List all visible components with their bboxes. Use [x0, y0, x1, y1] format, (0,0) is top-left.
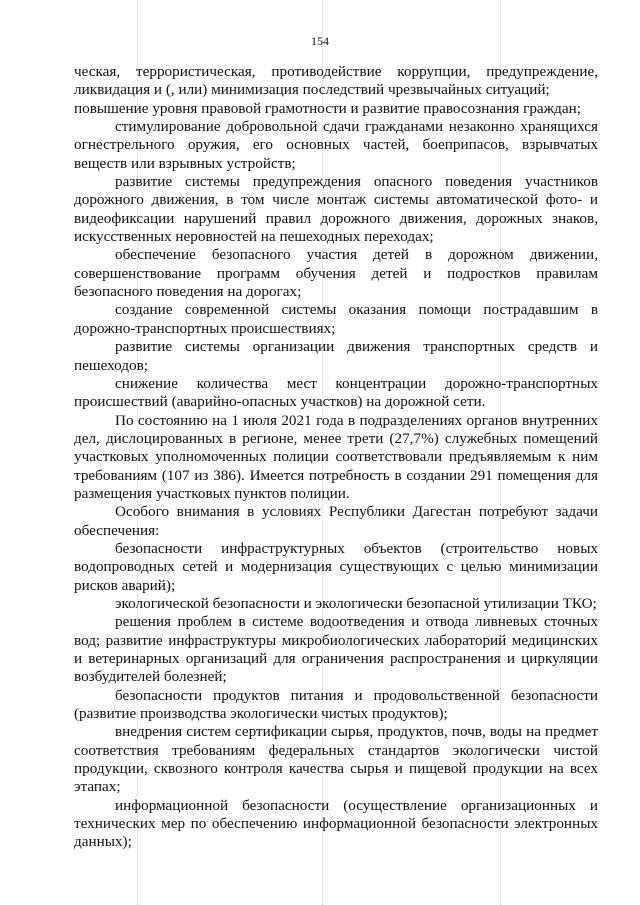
paragraph: внедрения систем сертификации сырья, продуктов, почв, воды на предмет соответствия требованиям федеральных стандартов экологически чистой продукции, сквозного контроля качества сырья и пищевой продукции на всех этапах;: [74, 723, 598, 796]
document-body: [74, 63, 598, 852]
paragraph: развитие системы предупреждения опасного поведения участников дорожного движения, в том числе монтаж системы автоматической фото- и видеофиксации нарушений правил дорожного движения, дорожных знаков, искусственных неровностей на пешеходных переходах;: [74, 173, 598, 246]
paragraph: развитие системы организации движения транспортных средств и пешеходов;: [74, 338, 598, 374]
paragraph: Особого внимания в условиях Республики Дагестан потребуют задачи обеспечения:: [74, 503, 598, 539]
paragraph: экологической безопасности и экологически безопасной утилизации ТКО;: [115, 594, 597, 612]
page-number: 154: [311, 34, 329, 48]
paragraph: стимулирование добровольной сдачи гражданами незаконно хранящихся огнестрельного оружия, его основных частей, боеприпасов, взрывчатых веществ или взрывных устройств;: [74, 118, 598, 172]
paragraph: снижение количества мест концентрации дорожно-транспортных происшествий (аварийно-опасных участков) на дорожной сети.: [74, 374, 598, 411]
paragraph: обеспечение безопасного участия детей в дорожном движении, совершенствование программ обучения детей и подростков правилам безопасного поведения на дорогах;: [74, 246, 598, 301]
paragraph: безопасности инфраструктурных объектов (строительство новых водопроводных сетей и модернизация существующих с целью минимизации рисков аварий);: [74, 539, 598, 594]
paragraph: создание современной системы оказания помощи пострадавшим в дорожно-транспортных происшествиях;: [74, 301, 598, 337]
paragraph: безопасности продуктов питания и продовольственной безопасности (развитие производства экологически чистых продуктов);: [74, 686, 598, 723]
paragraph: решения проблем в системе водоотведения и отвода ливневых сточных вод; развитие инфраструктуры микробиологических лабораторий медицинских и ветеринарных организаций для ограничения распространения и циркуляции возбудителей болезней;: [74, 613, 598, 686]
paragraph: ческая, террористическая, противодействие коррупции, предупреждение, ликвидация и (, или) минимизация последствий чрезвычайных ситуаций;: [74, 63, 598, 99]
paragraph: повышение уровня правовой грамотности и развитие правосознания граждан;: [74, 99, 581, 117]
paragraph: информационной безопасности (осуществление организационных и технических мер по обеспечению информационной безопасности электронных данных);: [74, 796, 598, 851]
paragraph: По состоянию на 1 июля 2021 года в подразделениях органов внутренних дел, дислоцированных в регионе, менее трети (27,7%) служебных помещений участковых уполномоченных полиции соответствовали предъявляемым к ним требованиям (107 из 386). Имеется потребность в создании 291 помещения для размещения участковых пунктов полиции.: [74, 411, 598, 502]
